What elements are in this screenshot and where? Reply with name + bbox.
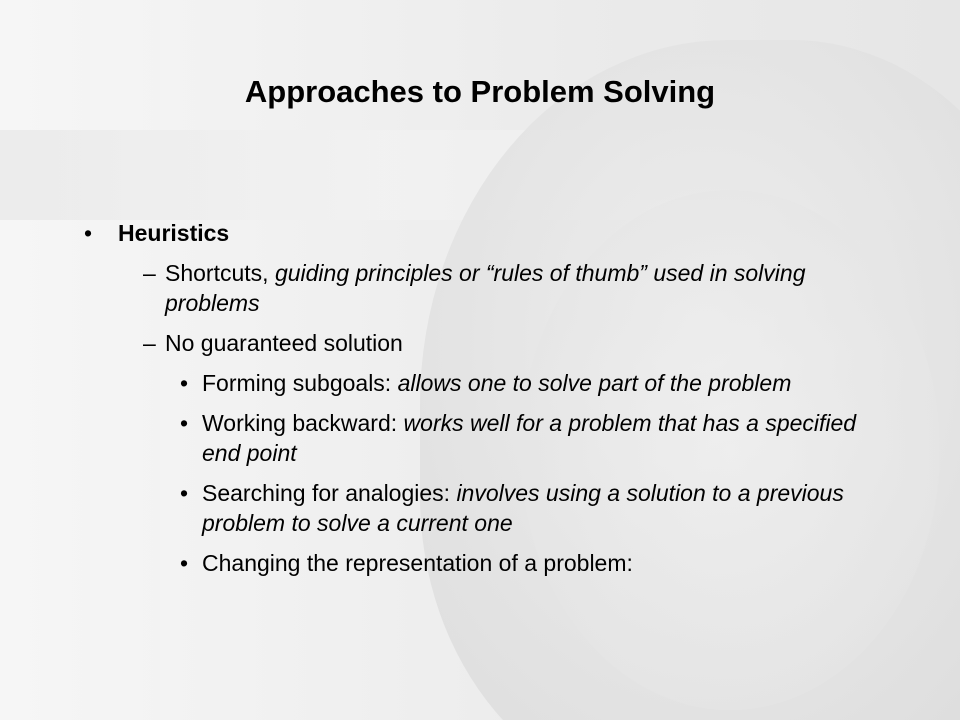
list-item-representation: [180, 548, 884, 578]
list-item-italic-text: allows one to solve part of the problem: [397, 370, 792, 396]
sub-item-text: No guaranteed solution: [165, 330, 403, 356]
dash-icon: –: [143, 330, 156, 356]
list-item-text: Forming subgoals:: [202, 370, 398, 396]
slide-title: Approaches to Problem Solving: [244, 74, 716, 109]
bullet-icon: •: [180, 410, 189, 436]
list-item-text: Working backward:: [202, 410, 404, 436]
heuristics-label: Heuristics: [118, 220, 230, 246]
dash-icon: –: [143, 260, 156, 286]
bullet-icon: •: [180, 480, 189, 506]
sub-item-text: Shortcuts,: [165, 260, 275, 286]
list-item-italic-text: works well for a problem that has a specified end point: [202, 410, 857, 466]
bullet-icon: •: [84, 220, 93, 246]
sub-item-shortcuts: [143, 258, 884, 318]
list-item-working-backward: [180, 408, 884, 468]
list-item-text: Changing the representation of a problem:: [202, 550, 633, 576]
list-item-analogies: [180, 478, 884, 538]
bullet-heuristics: [84, 218, 884, 248]
list-item-text: Searching for analogies:: [202, 480, 457, 506]
bullet-icon: •: [180, 550, 189, 576]
list-item-subgoals: [180, 368, 884, 398]
sub-item-italic-text: guiding principles or “rules of thumb” used in solving problems: [165, 260, 806, 316]
list-item-italic-text: involves using a solution to a previous problem to solve a current one: [202, 480, 844, 536]
bullet-icon: •: [180, 370, 189, 396]
slide-content: [84, 218, 884, 588]
sub-item-no-guarantee: [143, 328, 884, 358]
